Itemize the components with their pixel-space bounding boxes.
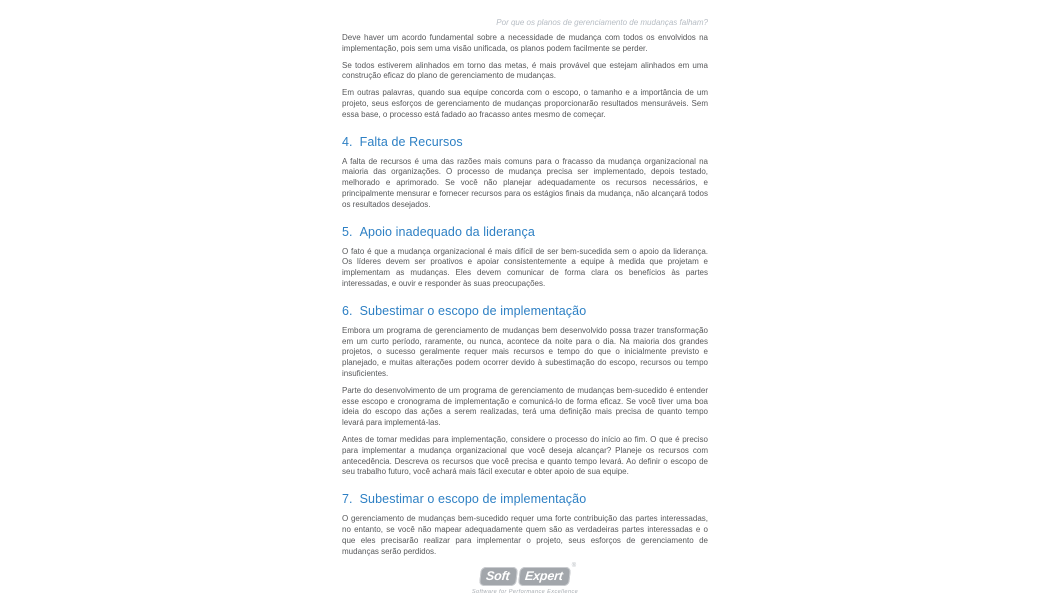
- article-section: [342, 135, 708, 211]
- body-paragraph: Em outras palavras, quando sua equipe concorda com o escopo, o tamanho e a importância de um projeto, seus esforços de gerenciamento de mudanças proporcionarão resultados mensuráveis. Sem essa base, o processo está fadado ao fracasso antes mesmo de começar.: [342, 88, 708, 119]
- body-paragraph: Deve haver um acordo fundamental sobre a necessidade de mudança com todos os envolvidos na implementação, pois sem uma visão unificada, os planos podem facilmente se perder.: [342, 33, 708, 53]
- registered-trademark-icon: ®: [571, 563, 577, 570]
- section-number: 6.: [342, 303, 353, 318]
- section-title: Subestimar o escopo de implementação: [359, 303, 587, 318]
- article-section: [342, 304, 708, 478]
- section-number: 7.: [342, 492, 353, 507]
- section-body: [342, 157, 708, 211]
- body-paragraph: O fato é que a mudança organizacional é mais difícil de ser bem-sucedida sem o apoio da liderança. Os líderes devem ser proativos e apoiar consistentemente a equipe à medida que projetam e implementam as mudanças. Eles devem comunicar de forma clara os benefícios às partes interessadas, e ouvir e responder às suas preocupações.: [342, 246, 708, 288]
- section-title: Falta de Recursos: [359, 134, 463, 149]
- section-number: 5.: [342, 224, 353, 239]
- article-section: [342, 492, 708, 557]
- logo-tagline: Software for Performance Excellence: [471, 589, 579, 596]
- section-heading: [342, 135, 708, 150]
- body-paragraph: Antes de tomar medidas para implementação, considere o processo do início ao fim. O que é preciso para implementar a mudança organizacional que você deseja alcançar? Planeje os recursos com antecedência. Descreva os recursos que você precisa e quanto tempo levará. Ao definir o escopo de seu trabalho futuro, você achará mais fácil executar e obter apoio de sua equipe.: [342, 434, 708, 477]
- section-title: Apoio inadequado da liderança: [359, 224, 535, 239]
- section-body: [342, 514, 708, 557]
- section-heading: [342, 225, 708, 240]
- body-paragraph: Embora um programa de gerenciamento de mudanças bem desenvolvido possa trazer transformação em um curto período, raramente, ou nunca, acontece da noite para o dia. Na maioria dos grandes projetos, o sucesso geralmente requer mais recursos e tempo do que o inicialmente previsto e planejado, e muitas alterações podem ocorrer devido à subestimação do escopo, recursos ou tempo insuficientes.: [342, 325, 708, 378]
- body-paragraph: A falta de recursos é uma das razões mais comuns para o fracasso da mudança organizacional na maioria das organizações. O processo de mudança precisa ser implementado, depois testado, melhorado e aprimorado. Se você não planejar adequadamente os recursos necessários, e principalmente mensurar e fornecer recursos para os estágios finais da mudança, não alcançará todos os resultados desejados.: [342, 156, 708, 209]
- body-paragraph: Parte do desenvolvimento de um programa de gerenciamento de mudanças bem-sucedido é entender esse escopo e cronograma de implementação e comunicá-lo de forma eficaz. Se você tiver uma boa ideia do escopo das ações a serem realizadas, terá uma definição mais precisa de quanto tempo levará para implementá-las.: [342, 385, 708, 428]
- footer-logo: [342, 563, 708, 596]
- section-number: 4.: [342, 134, 353, 149]
- section-heading: [342, 304, 708, 319]
- section-body: [342, 247, 708, 290]
- document-content-column: [342, 0, 708, 596]
- sections: [342, 135, 708, 558]
- section-body: [342, 326, 708, 478]
- page-header-kicker: Por que os planos de gerenciamento de mudanças falham?: [496, 18, 708, 27]
- section-heading: [342, 492, 708, 507]
- section-title: Subestimar o escopo de implementação: [359, 492, 587, 507]
- softexpert-logo: [480, 563, 577, 586]
- body-paragraph: O gerenciamento de mudanças bem-sucedido requer uma forte contribuição das partes interessadas, no entanto, se você não mapear adequadamente quem são as verdadeiras partes interessadas e o que eles precisarão realizar para implementar o projeto, seus esforços de gerenciamento de mudanças serão perdidos.: [342, 514, 708, 556]
- logo-word-expert: Expert: [518, 567, 571, 586]
- intro-paragraphs: [342, 33, 708, 121]
- body-paragraph: Se todos estiverem alinhados em torno das metas, é mais provável que estejam alinhados em uma construção eficaz do plano de gerenciamento de mudanças.: [342, 60, 708, 81]
- logo-word-soft: Soft: [479, 567, 517, 586]
- article-section: [342, 225, 708, 290]
